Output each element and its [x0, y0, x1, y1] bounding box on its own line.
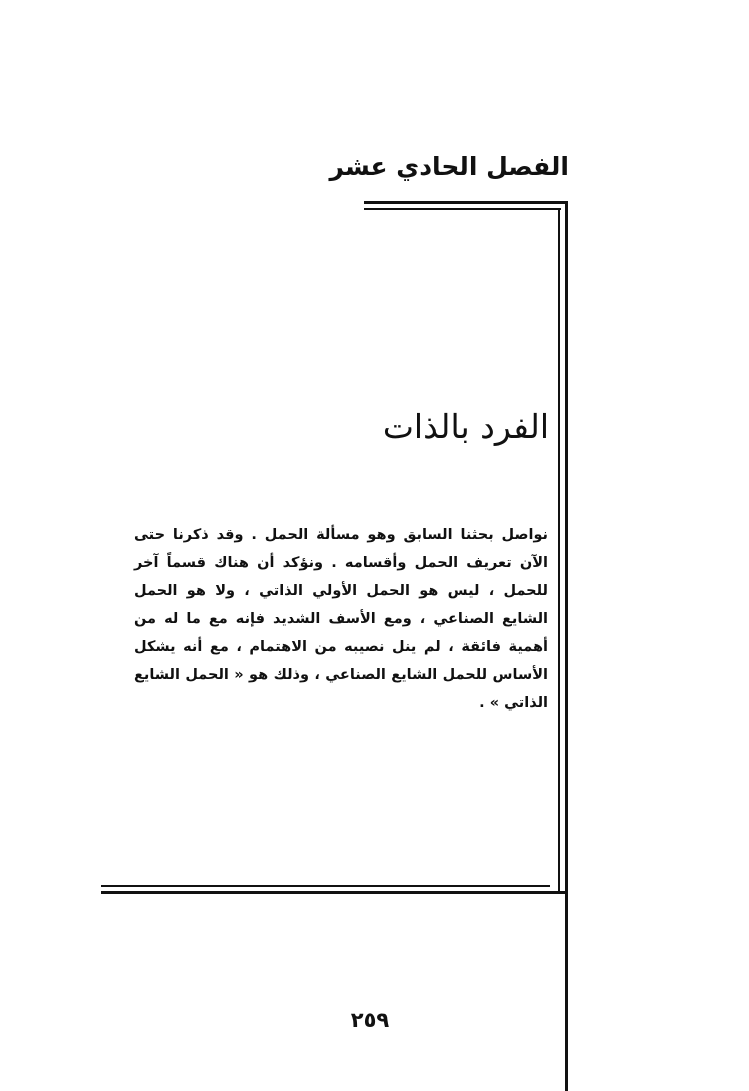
frame-bottom-rule-thick	[101, 891, 567, 894]
page-number: ٢٥٩	[350, 1008, 390, 1032]
chapter-heading: الفصل الحادي عشر	[329, 152, 569, 181]
frame-top-rule-thick	[364, 201, 568, 204]
frame-right-rule-thick	[565, 201, 568, 1091]
frame-bottom-rule-thin	[101, 885, 550, 887]
frame-top-rule-thin	[364, 208, 561, 210]
body-paragraph: نواصل بحثنا السابق وهو مسألة الحمل . وقد ذكرنا حتى الآن تعريف الحمل وأقسامه . ونؤكد أن هناك قسماً آخر للحمل ، ليس هو الحمل الأولي الذاتي ، ولا هو الحمل الشايع الصناعي ، ومع الأسف الشديد فإنه مع ما له من أهمية فائقة ، لم ينل نصيبه من الاهتمام ، مع أنه يشكل الأساس للحمل الشايع الصناعي ، وذلك هو « الحمل الشايع الذاتي » .	[134, 526, 548, 711]
section-title: الفرد بالذات	[382, 407, 549, 446]
frame-right-rule-thin	[558, 208, 560, 892]
